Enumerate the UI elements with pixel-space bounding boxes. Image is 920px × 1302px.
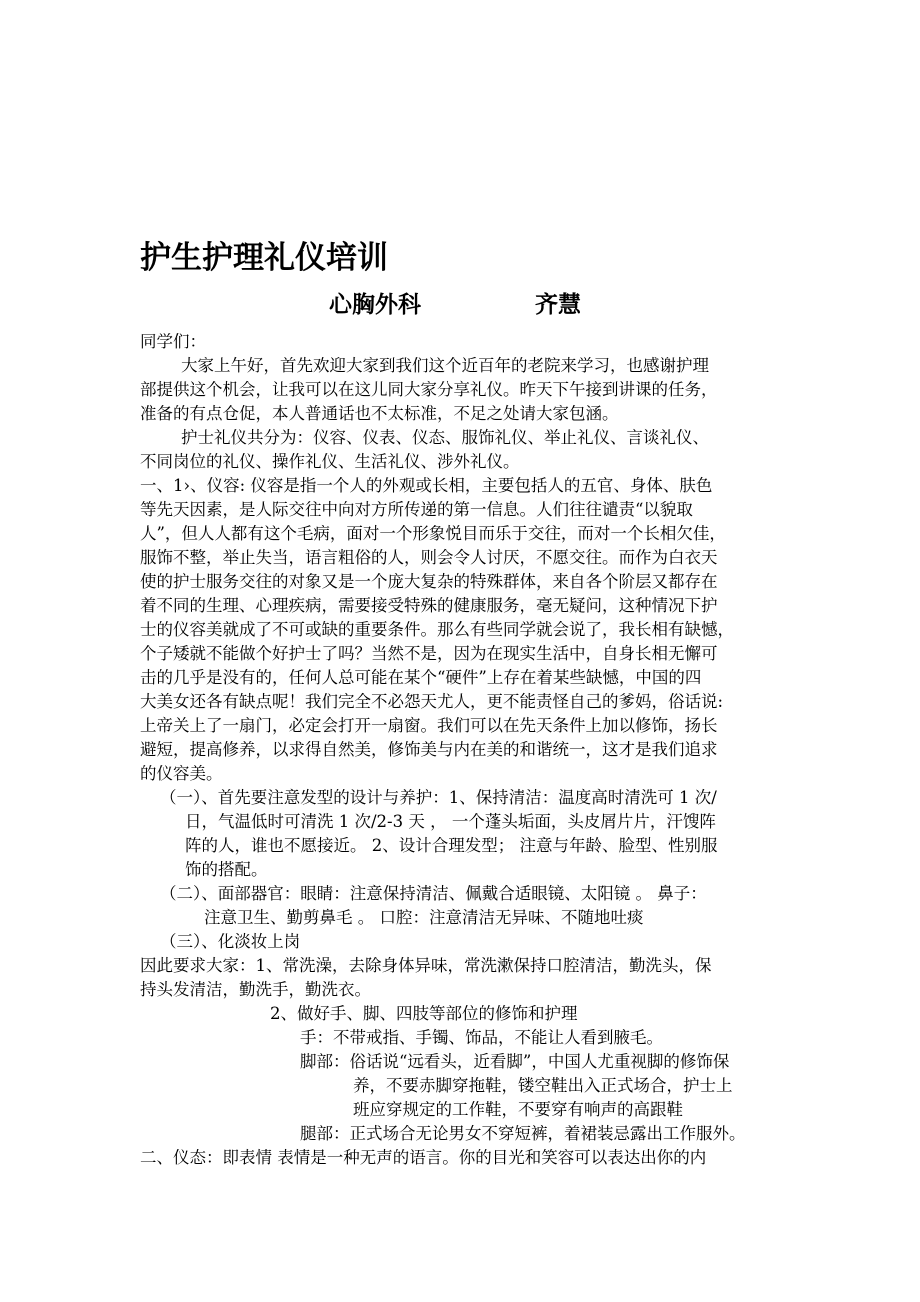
list-item: 2、做好手、脚、四肢等部位的修饰和护理 [270, 1004, 578, 1023]
department-name: 心胸外科 [329, 292, 421, 318]
body-line: 大美女还各有缺点呢！我们完全不必怨天尤人，更不能责怪自己的爹妈，俗话说: [140, 692, 724, 711]
subsection-heading: （二）、面部器官：眼睛：注意保持清洁、佩戴合适眼镜、太阳镜 。 鼻子： [160, 884, 707, 903]
body-line: 使的护士服务交往的对象又是一个庞大复杂的特殊群体，来自各个阶层又都存在 [140, 572, 718, 591]
list-item: 腿部：正式场合无论男女不穿短裤，着裙装忌露出工作服外。 [300, 1124, 746, 1143]
body-line: 士的仪容美就成了不可或缺的重要条件。那么有些同学就会说了，我长相有缺憾， [140, 620, 734, 639]
body-line: 注意卫生、勤剪鼻毛 。 口腔：注意清洁无异味、不随地吐痰 [204, 908, 644, 927]
body-line: 因此要求大家：1、常洗澡，去除身体异味，常洗漱保持口腔清洁，勤洗头，保 [140, 956, 712, 975]
body-line: 人”，但人人都有这个毛病，面对一个形象悦目而乐于交往，而对一个长相欠佳， [140, 524, 726, 543]
author-name: 齐慧 [535, 292, 581, 318]
subsection-heading: （三）、化淡妆上岗 [160, 932, 301, 951]
body-line: 大家上午好，首先欢迎大家到我们这个近百年的老院来学习，也感谢护理 [181, 356, 709, 375]
body-line: 部提供这个机会，让我可以在这儿同大家分享礼仪。昨天下午接到讲课的任务， [140, 380, 718, 399]
body-line: 持头发清洁，勤洗手，勤洗衣。 [140, 980, 371, 999]
body-line: 服饰不整，举止失当，语言粗俗的人，则会令人讨厌，不愿交往。而作为白衣天 [140, 548, 718, 567]
body-line: 阵的人，谁也不愿接近。 2、设计合理发型； 注意与年龄、脸型、性别服 [185, 836, 718, 855]
body-line: 日，气温低时可清洗 1 次/2-3 天 ， 一个蓬头垢面，头皮屑片片，汗馊阵 [185, 812, 716, 831]
body-line: 的仪容美。 [140, 764, 223, 783]
list-item: 脚部：俗话说“远看头，近看脚”，中国人尤重视脚的修饰保 [300, 1052, 730, 1071]
body-line: 护士礼仪共分为：仪容、仪表、仪态、服饰礼仪、举止礼仪、言谈礼仪、 [181, 428, 709, 447]
body-line: 避短，提高修养，以求得自然美，修饰美与内在美的和谐统一，这才是我们追求 [140, 740, 718, 759]
body-line: 养，不要赤脚穿拖鞋，镂空鞋出入正式场合，护士上 [353, 1076, 733, 1095]
greeting: 同学们： [140, 332, 206, 351]
document-title: 护生护理礼仪培训 [140, 240, 388, 276]
list-item: 手：不带戒指、手镯、饰品，不能让人看到腋毛。 [300, 1028, 663, 1047]
body-line: 饰的搭配。 [185, 860, 268, 879]
body-line: 个子矮就不能做个好护士了吗？当然不是，因为在现实生活中，自身长相无懈可 [140, 644, 718, 663]
body-line: 班应穿规定的工作鞋，不要穿有响声的高跟鞋 [353, 1100, 683, 1119]
body-line: 等先天因素，是人际交往中向对方所传递的第一信息。人们往往谴责“以貌取 [140, 500, 693, 519]
body-line: 着不同的生理、心理疾病，需要接受特殊的健康服务，毫无疑问，这种情况下护 [140, 596, 718, 615]
body-line: 准备的有点仓促，本人普通话也不太标准，不足之处请大家包涵。 [140, 404, 619, 423]
subsection-heading: （一）、首先要注意发型的设计与养护：1、保持清洁：温度高时清洗可 1 次/ [160, 788, 717, 807]
section-heading: 二、仪态：即表情 表情是一种无声的语言。你的目光和笑容可以表达出你的内 [140, 1148, 707, 1167]
body-line: 击的几乎是没有的，任何人总可能在某个“硬件”上存在着某些缺憾，中国的四 [140, 668, 702, 687]
body-line: 不同岗位的礼仪、操作礼仪、生活礼仪、涉外礼仪。 [140, 452, 520, 471]
body-line: 上帝关上了一扇门，必定会打开一扇窗。我们可以在先天条件上加以修饰，扬长 [140, 716, 718, 735]
section-heading: 一、1›、仪容: 仪容是指一个人的外观或长相，主要包括人的五官、身体、肤色 [140, 476, 713, 495]
